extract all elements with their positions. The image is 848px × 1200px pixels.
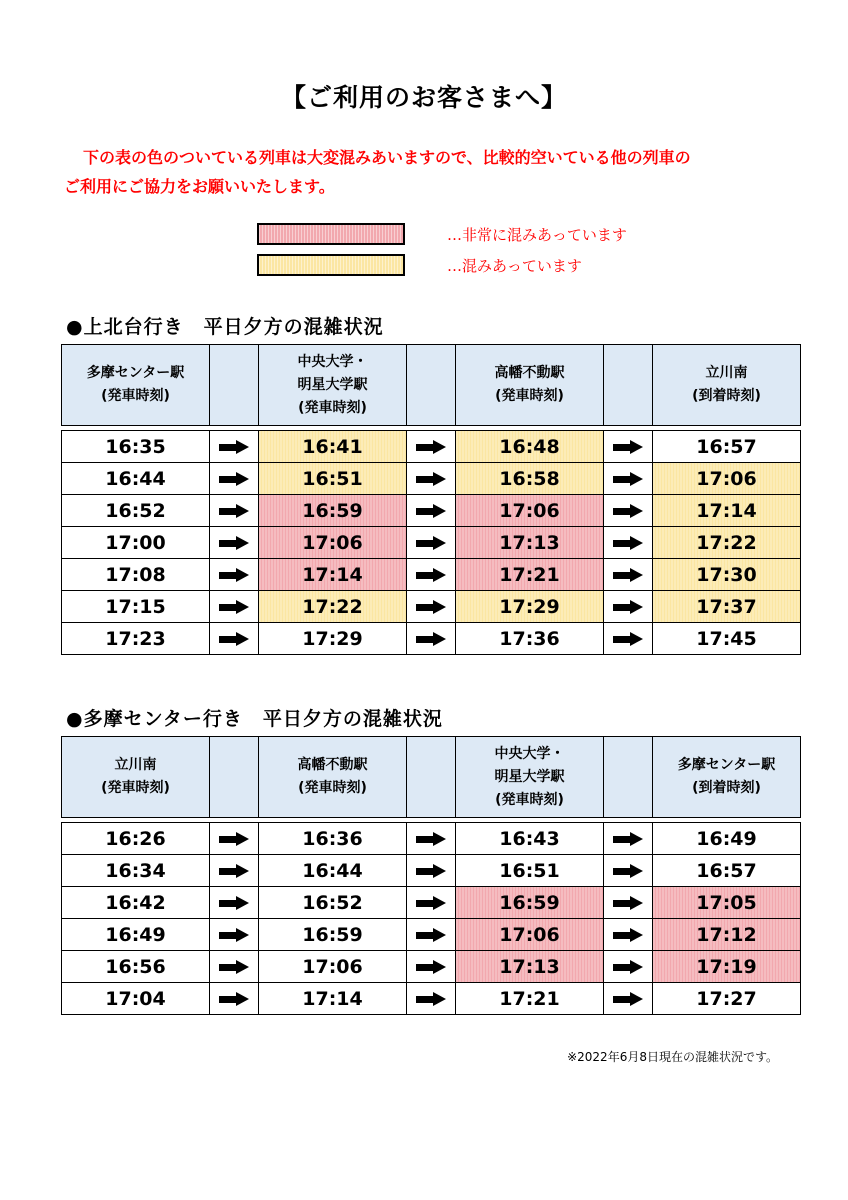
table-row xyxy=(62,983,801,1015)
time-cell: 17:13 xyxy=(456,527,604,559)
arrow-header-spacer xyxy=(604,345,653,426)
time-cell: 16:51 xyxy=(259,463,407,495)
arrow-cell xyxy=(407,887,456,919)
arrow-cell xyxy=(407,951,456,983)
arrow-cell xyxy=(210,463,259,495)
arrow-cell xyxy=(604,431,653,463)
right-arrow-icon xyxy=(219,992,249,1006)
table-row xyxy=(62,463,801,495)
time-cell: 16:42 xyxy=(62,887,210,919)
time-cell: 17:06 xyxy=(456,919,604,951)
station-header-line: (発車時刻) xyxy=(101,780,170,796)
right-arrow-icon xyxy=(219,632,249,646)
table-row xyxy=(62,591,801,623)
time-cell: 17:14 xyxy=(259,983,407,1015)
time-cell: 16:48 xyxy=(456,431,604,463)
legend-label-very-crowded: …非常に混みあっています xyxy=(447,226,627,244)
right-arrow-icon xyxy=(613,928,643,942)
right-arrow-icon xyxy=(219,960,249,974)
station-header xyxy=(259,345,407,426)
station-header-line: (発車時刻) xyxy=(298,780,367,796)
time-cell: 17:06 xyxy=(259,951,407,983)
time-cell: 17:27 xyxy=(653,983,801,1015)
arrow-cell xyxy=(407,919,456,951)
time-cell: 16:49 xyxy=(653,823,801,855)
arrow-cell xyxy=(210,431,259,463)
arrow-cell xyxy=(210,527,259,559)
right-arrow-icon xyxy=(416,440,446,454)
time-cell: 16:36 xyxy=(259,823,407,855)
notice-line-1: 下の表の色のついている列車は大変混みあいますので、比較的空いている他の列車の xyxy=(83,148,691,167)
station-header xyxy=(456,345,604,426)
time-cell: 17:00 xyxy=(62,527,210,559)
table-header-row xyxy=(62,345,801,426)
right-arrow-icon xyxy=(416,928,446,942)
arrow-cell xyxy=(407,591,456,623)
arrow-cell xyxy=(210,855,259,887)
right-arrow-icon xyxy=(416,600,446,614)
time-cell: 17:21 xyxy=(456,983,604,1015)
arrow-cell xyxy=(604,855,653,887)
time-cell: 16:35 xyxy=(62,431,210,463)
station-header-line: 立川南 xyxy=(705,365,748,381)
legend-swatch-very-crowded xyxy=(257,223,405,245)
table-row xyxy=(62,527,801,559)
table-row xyxy=(62,887,801,919)
arrow-cell xyxy=(604,887,653,919)
arrow-header-spacer xyxy=(210,737,259,818)
right-arrow-icon xyxy=(416,504,446,518)
station-header-line: 明星大学駅 xyxy=(494,768,565,785)
time-cell: 17:29 xyxy=(456,591,604,623)
right-arrow-icon xyxy=(613,504,643,518)
arrow-cell xyxy=(604,463,653,495)
station-header-line: (到着時刻) xyxy=(692,780,761,796)
arrow-cell xyxy=(604,983,653,1015)
arrow-cell xyxy=(210,823,259,855)
station-header xyxy=(259,737,407,818)
arrow-header-spacer xyxy=(604,737,653,818)
arrow-cell xyxy=(407,495,456,527)
time-cell: 16:57 xyxy=(653,431,801,463)
time-cell: 16:34 xyxy=(62,855,210,887)
time-cell: 16:57 xyxy=(653,855,801,887)
arrow-cell xyxy=(407,855,456,887)
arrow-cell xyxy=(210,887,259,919)
station-header-line: 中央大学・ xyxy=(494,745,565,762)
table-row xyxy=(62,823,801,855)
time-cell: 17:21 xyxy=(456,559,604,591)
notice-text xyxy=(64,143,794,201)
arrow-cell xyxy=(604,527,653,559)
arrow-cell xyxy=(604,495,653,527)
arrow-cell xyxy=(210,983,259,1015)
right-arrow-icon xyxy=(416,632,446,646)
right-arrow-icon xyxy=(416,864,446,878)
right-arrow-icon xyxy=(219,864,249,878)
time-cell: 17:22 xyxy=(259,591,407,623)
arrow-cell xyxy=(407,983,456,1015)
right-arrow-icon xyxy=(613,536,643,550)
time-cell: 16:44 xyxy=(62,463,210,495)
arrow-cell xyxy=(604,591,653,623)
right-arrow-icon xyxy=(613,992,643,1006)
time-cell: 17:12 xyxy=(653,919,801,951)
page-title: 【ご利用のお客さまへ】 xyxy=(280,83,567,112)
time-cell: 17:06 xyxy=(653,463,801,495)
time-cell: 17:19 xyxy=(653,951,801,983)
table-row xyxy=(62,855,801,887)
time-cell: 17:22 xyxy=(653,527,801,559)
right-arrow-icon xyxy=(416,992,446,1006)
arrow-cell xyxy=(407,623,456,655)
station-header-line: 高幡不動駅 xyxy=(494,365,565,381)
arrow-header-spacer xyxy=(407,737,456,818)
right-arrow-icon xyxy=(613,864,643,878)
arrow-cell xyxy=(407,559,456,591)
time-cell: 16:44 xyxy=(259,855,407,887)
right-arrow-icon xyxy=(416,536,446,550)
time-cell: 16:26 xyxy=(62,823,210,855)
station-header-line: 明星大学駅 xyxy=(297,376,368,393)
time-cell: 17:14 xyxy=(259,559,407,591)
table-row xyxy=(62,559,801,591)
right-arrow-icon xyxy=(219,832,249,846)
table1-heading: ●上北台行き 平日夕方の混雑状況 xyxy=(66,316,384,338)
station-header-line: (発車時刻) xyxy=(495,791,564,808)
right-arrow-icon xyxy=(613,832,643,846)
station-header-line: (発車時刻) xyxy=(101,388,170,404)
legend-label-crowded: …混みあっています xyxy=(447,257,582,275)
right-arrow-icon xyxy=(416,832,446,846)
arrow-cell xyxy=(604,559,653,591)
time-cell: 17:05 xyxy=(653,887,801,919)
right-arrow-icon xyxy=(219,504,249,518)
station-header xyxy=(456,737,604,818)
arrow-cell xyxy=(604,951,653,983)
right-arrow-icon xyxy=(219,568,249,582)
time-cell: 17:08 xyxy=(62,559,210,591)
time-cell: 16:59 xyxy=(259,495,407,527)
time-cell: 16:52 xyxy=(62,495,210,527)
station-header-line: 多摩センター駅 xyxy=(677,757,776,773)
table-row xyxy=(62,623,801,655)
arrow-cell xyxy=(210,559,259,591)
arrow-cell xyxy=(210,951,259,983)
arrow-cell xyxy=(604,623,653,655)
right-arrow-icon xyxy=(219,928,249,942)
time-cell: 17:06 xyxy=(259,527,407,559)
right-arrow-icon xyxy=(219,896,249,910)
table-row xyxy=(62,951,801,983)
right-arrow-icon xyxy=(613,472,643,486)
time-cell: 17:04 xyxy=(62,983,210,1015)
time-cell: 17:14 xyxy=(653,495,801,527)
arrow-cell xyxy=(604,823,653,855)
arrow-cell xyxy=(407,823,456,855)
right-arrow-icon xyxy=(219,600,249,614)
right-arrow-icon xyxy=(613,632,643,646)
timetable-tama-center xyxy=(61,736,801,1015)
right-arrow-icon xyxy=(416,960,446,974)
legend-swatch-crowded xyxy=(257,254,405,276)
arrow-cell xyxy=(407,527,456,559)
footnote: ※2022年6月8日現在の混雑状況です。 xyxy=(567,1050,778,1064)
time-cell: 16:59 xyxy=(456,887,604,919)
time-cell: 16:41 xyxy=(259,431,407,463)
station-header-line: 立川南 xyxy=(114,757,157,773)
table-row xyxy=(62,495,801,527)
arrow-cell xyxy=(407,463,456,495)
station-header-line: 高幡不動駅 xyxy=(297,757,368,773)
notice-line-2: ご利用にご協力をお願いいたします。 xyxy=(64,177,335,196)
time-cell: 17:30 xyxy=(653,559,801,591)
station-header xyxy=(62,737,210,818)
arrow-header-spacer xyxy=(210,345,259,426)
arrow-cell xyxy=(210,919,259,951)
time-cell: 17:15 xyxy=(62,591,210,623)
right-arrow-icon xyxy=(613,960,643,974)
table-row xyxy=(62,431,801,463)
timetable-kamikitadai xyxy=(61,344,801,655)
arrow-cell xyxy=(604,919,653,951)
right-arrow-icon xyxy=(613,568,643,582)
table-row xyxy=(62,919,801,951)
station-header-line: (到着時刻) xyxy=(692,388,761,404)
station-header xyxy=(62,345,210,426)
right-arrow-icon xyxy=(219,536,249,550)
arrow-cell xyxy=(407,431,456,463)
table2-heading: ●多摩センター行き 平日夕方の混雑状況 xyxy=(66,708,443,730)
time-cell: 16:59 xyxy=(259,919,407,951)
right-arrow-icon xyxy=(416,568,446,582)
arrow-cell xyxy=(210,623,259,655)
station-header xyxy=(653,737,801,818)
time-cell: 17:13 xyxy=(456,951,604,983)
time-cell: 17:37 xyxy=(653,591,801,623)
time-cell: 16:43 xyxy=(456,823,604,855)
right-arrow-icon xyxy=(416,472,446,486)
arrow-cell xyxy=(210,495,259,527)
station-header xyxy=(653,345,801,426)
time-cell: 16:49 xyxy=(62,919,210,951)
time-cell: 17:06 xyxy=(456,495,604,527)
station-header-line: 多摩センター駅 xyxy=(86,365,185,381)
station-header-line: 中央大学・ xyxy=(297,353,368,370)
time-cell: 16:52 xyxy=(259,887,407,919)
right-arrow-icon xyxy=(219,472,249,486)
right-arrow-icon xyxy=(613,600,643,614)
station-header-line: (発車時刻) xyxy=(298,399,367,416)
time-cell: 17:36 xyxy=(456,623,604,655)
time-cell: 17:45 xyxy=(653,623,801,655)
time-cell: 17:29 xyxy=(259,623,407,655)
time-cell: 16:58 xyxy=(456,463,604,495)
station-header-line: (発車時刻) xyxy=(495,388,564,404)
right-arrow-icon xyxy=(613,896,643,910)
arrow-cell xyxy=(210,591,259,623)
table-header-row xyxy=(62,737,801,818)
arrow-header-spacer xyxy=(407,345,456,426)
right-arrow-icon xyxy=(219,440,249,454)
time-cell: 17:23 xyxy=(62,623,210,655)
right-arrow-icon xyxy=(416,896,446,910)
right-arrow-icon xyxy=(613,440,643,454)
time-cell: 16:56 xyxy=(62,951,210,983)
time-cell: 16:51 xyxy=(456,855,604,887)
